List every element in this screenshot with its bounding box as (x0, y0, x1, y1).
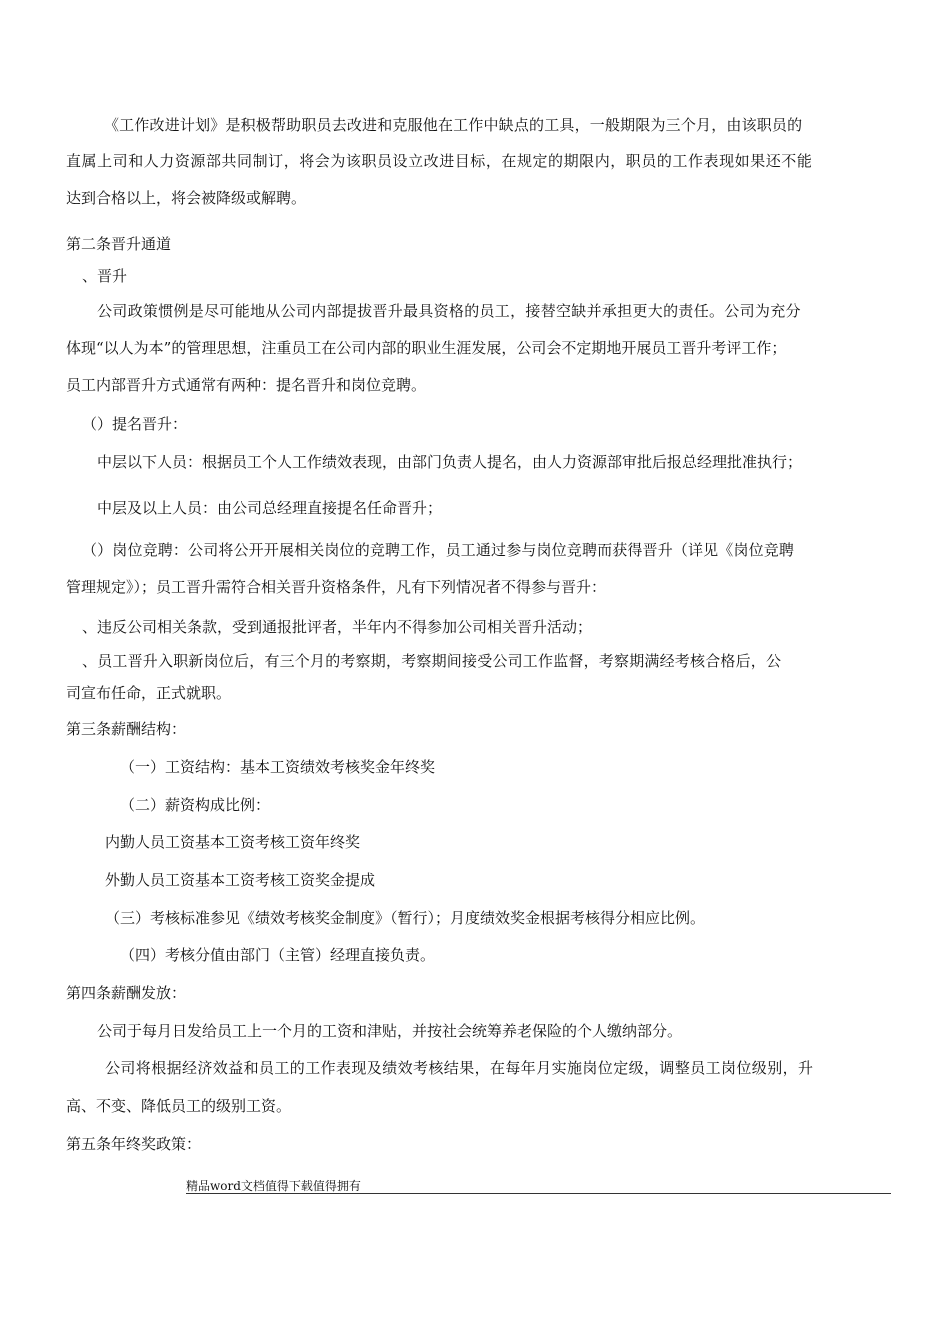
paragraph-line: 《工作改进计划》是积极帮助职员去改进和克服他在工作中缺点的工具，一般期限为三个月，由该职员的 (104, 116, 803, 134)
footer-text: 精品word文档值得下载值得拥有 (186, 1179, 361, 1193)
paragraph-line: 管理规定》）；员工晋升需符合相关晋升资格条件，凡有下列情况者不得参与晋升： (66, 578, 607, 596)
section-heading: 第三条薪酬结构： (66, 720, 187, 738)
section-heading: 第四条薪酬发放： (66, 984, 187, 1002)
paragraph-line: 体现“以人为本”的管理思想，注重员工在公司内部的职业生涯发展，公司会不定期地开展员工晋升考评工作； (66, 339, 787, 357)
paragraph-line: 司宣布任命，正式就职。 (66, 684, 232, 702)
paragraph-line: 公司政策惯例是尽可能地从公司内部提拔晋升最具资格的员工，接替空缺并承担更大的责任。公司为充分 (97, 302, 801, 320)
paragraph-line: 中层及以上人员：由公司总经理直接提名任命晋升； (97, 499, 443, 517)
section-heading: 第二条晋升通道 (66, 235, 172, 253)
paragraph-line: 员工内部晋升方式通常有两种：提名晋升和岗位竞聘。 (66, 376, 427, 394)
paragraph-line: 直属上司和人力资源部共同制订，将会为该职员设立改进目标，在规定的期限内，职员的工作表现如果还不能 (66, 152, 813, 170)
paragraph-line: 外勤人员工资基本工资考核工资奖金提成 (105, 871, 376, 889)
page-footer (186, 1175, 891, 1194)
list-item: （一）工资结构：基本工资绩效考核奖金年终奖 (120, 758, 436, 776)
paragraph-line: 公司将根据经济效益和员工的工作表现及绩效考核结果，在每年月实施岗位定级，调整员工岗位级别，升 (105, 1059, 814, 1077)
list-item: 、员工晋升入职新岗位后，有三个月的考察期，考察期间接受公司工作监督，考察期满经考核合格后，公 (82, 652, 782, 670)
paragraph-line: 公司于每月日发给员工上一个月的工资和津贴，并按社会统筹养老保险的个人缴纳部分。 (97, 1022, 683, 1040)
paragraph-line: 中层以下人员：根据员工个人工作绩效表现，由部门负责人提名，由人力资源部审批后报总经理批准执行； (97, 453, 803, 471)
paragraph-line: （）岗位竞聘：公司将公开开展相关岗位的竞聘工作，员工通过参与岗位竞聘而获得晋升（详见《岗位竞聘 (82, 541, 795, 559)
list-item: （三）考核标准参见《绩效考核奖金制度》（暂行）；月度绩效奖金根据考核得分相应比例。 (105, 909, 706, 927)
paragraph-line: 达到合格以上，将会被降级或解聘。 (66, 189, 307, 207)
paragraph-line: 内勤人员工资基本工资考核工资年终奖 (105, 833, 361, 851)
list-item: （四）考核分值由部门（主管）经理直接负责。 (120, 946, 436, 964)
subsection-heading: （）提名晋升： (82, 415, 188, 433)
paragraph-line: 高、不变、降低员工的级别工资。 (66, 1097, 292, 1115)
subsection-heading: 、晋升 (82, 267, 128, 285)
section-heading: 第五条年终奖政策： (66, 1135, 202, 1153)
list-item: 、违反公司相关条款，受到通报批评者，半年内不得参加公司相关晋升活动； (82, 618, 593, 636)
list-item: （二）薪资构成比例： (120, 796, 271, 814)
